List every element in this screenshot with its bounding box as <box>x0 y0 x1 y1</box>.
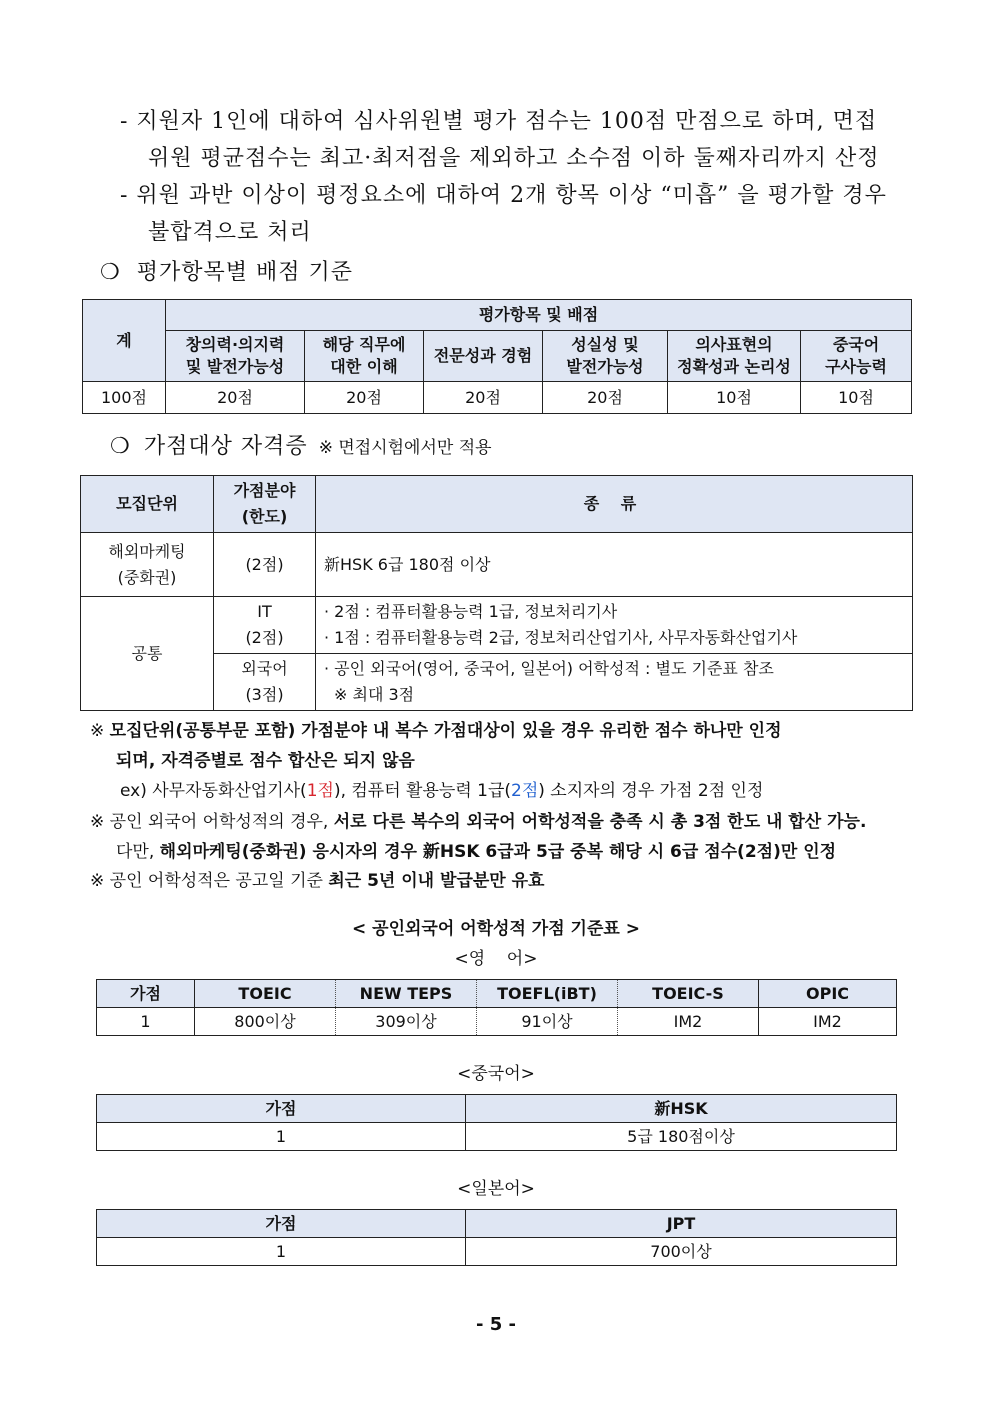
eng-cell: 91이상 <box>477 1008 618 1036</box>
kind-cell: 新HSK 6급 180점 이상 <box>316 533 913 597</box>
section-title: 평가항목별 배점 기준 <box>136 260 353 285</box>
score-table <box>82 299 912 414</box>
field-cell: 외국어 (3점) <box>214 654 316 711</box>
item-header: 해당 직무에 대한 이해 <box>305 331 424 382</box>
intro-line-4: 불합격으로 처리 <box>148 220 312 245</box>
japanese-caption: <일본어> <box>457 1179 535 1199</box>
item-value: 10점 <box>801 382 912 414</box>
cn-header: 新HSK <box>466 1095 897 1123</box>
item-header: 의사표현의 정확성과 논리성 <box>668 331 801 382</box>
item-header: 전문성과 경험 <box>424 331 543 382</box>
kind-cell: · 공인 외국어(영어, 중국어, 일본어) 어학성적 : 별도 기준표 참조 ※ 최대 3점 <box>316 654 913 711</box>
kind-cell: · 2점 : 컴퓨터활용능력 1급, 정보처리기사 · 1점 : 컴퓨터활용능력 2급, 정보처리산업기사, 사무자동화산업기사 <box>316 597 913 654</box>
field-cell: (2점) <box>214 533 316 597</box>
eng-cell: IM2 <box>759 1008 897 1036</box>
total-value: 100점 <box>83 382 166 414</box>
eng-cell: 800이상 <box>195 1008 336 1036</box>
unit-cell: 해외마케팅 (중화권) <box>81 533 214 597</box>
jp-header: JPT <box>466 1210 897 1238</box>
eng-cell: IM2 <box>618 1008 759 1036</box>
chinese-caption: <중국어> <box>457 1064 535 1084</box>
bonus-table <box>80 475 913 711</box>
intro-line-1: - 지원자 1인에 대하여 심사위원별 평가 점수는 100점 만점으로 하며, 면접 <box>120 109 878 134</box>
section-title: 가점대상 자격증 <box>143 434 308 459</box>
chinese-table <box>96 1094 897 1151</box>
eng-cell: 1 <box>97 1008 195 1036</box>
eng-header: OPIC <box>759 980 897 1008</box>
page-number: - 5 - <box>476 1314 516 1335</box>
english-table <box>96 979 897 1036</box>
note-1-cont: 되며, 자격증별로 점수 합산은 되지 않음 <box>116 751 415 771</box>
cn-header: 가점 <box>97 1095 466 1123</box>
cn-cell: 5급 180점이상 <box>466 1123 897 1151</box>
item-header: 성실성 및 발전가능성 <box>543 331 668 382</box>
note-2: ※ 공인 외국어 어학성적의 경우, 서로 다른 복수의 외국어 어학성적을 충족 시 총 3점 한도 내 합산 가능. <box>90 812 867 832</box>
item-value: 20점 <box>166 382 305 414</box>
lang-table-title: < 공인외국어 어학성적 가점 기준표 > <box>352 919 640 939</box>
unit-header: 모집단위 <box>81 476 214 533</box>
eng-cell: 309이상 <box>336 1008 477 1036</box>
field-cell: IT (2점) <box>214 597 316 654</box>
english-caption: <영 어> <box>454 949 538 969</box>
eng-header: TOEIC-S <box>618 980 759 1008</box>
japanese-table <box>96 1209 897 1266</box>
jp-cell: 1 <box>97 1238 466 1266</box>
circle-bullet-icon: ❍ <box>100 260 121 285</box>
section-evaluation-heading <box>100 255 353 286</box>
item-value: 20점 <box>543 382 668 414</box>
note-2-cont: 다만, 해외마케팅(중화권) 응시자의 경우 新HSK 6급과 5급 중복 해당 시 6급 점수(2점)만 인정 <box>116 842 837 862</box>
eng-header: TOEIC <box>195 980 336 1008</box>
item-value: 20점 <box>305 382 424 414</box>
item-value: 10점 <box>668 382 801 414</box>
item-header: 중국어 구사능력 <box>801 331 912 382</box>
eng-header: 가점 <box>97 980 195 1008</box>
group-header: 평가항목 및 배점 <box>166 300 912 331</box>
total-header: 계 <box>83 300 166 382</box>
field-header: 가점분야 (한도) <box>214 476 316 533</box>
jp-cell: 700이상 <box>466 1238 897 1266</box>
intro-line-3: - 위원 과반 이상이 평정요소에 대하여 2개 항목 이상 “미흡” 을 평가할 경우 <box>120 183 887 208</box>
cn-cell: 1 <box>97 1123 466 1151</box>
item-header: 창의력·의지력 및 발전가능성 <box>166 331 305 382</box>
item-value: 20점 <box>424 382 543 414</box>
common-unit-cell: 공통 <box>81 597 214 711</box>
note-example: ex) 사무자동화산업기사(1점), 컴퓨터 활용능력 1급(2점) 소지자의 경우 가점 2점 인정 <box>120 781 764 801</box>
eng-header: TOEFL(iBT) <box>477 980 618 1008</box>
jp-header: 가점 <box>97 1210 466 1238</box>
kind-header: 종 류 <box>316 476 913 533</box>
section-note: ※ 면접시험에서만 적용 <box>318 438 492 458</box>
note-3: ※ 공인 어학성적은 공고일 기준 최근 5년 이내 발급분만 유효 <box>90 871 545 891</box>
note-1: ※ 모집단위(공통부문 포함) 가점분야 내 복수 가점대상이 있을 경우 유리한 점수 하나만 인정 <box>90 721 782 741</box>
intro-line-2: 위원 평균점수는 최고·최저점을 제외하고 소수점 이하 둘째자리까지 산정 <box>148 146 880 171</box>
eng-header: NEW TEPS <box>336 980 477 1008</box>
circle-bullet-icon: ❍ <box>110 434 131 459</box>
section-bonus-heading <box>110 429 492 460</box>
